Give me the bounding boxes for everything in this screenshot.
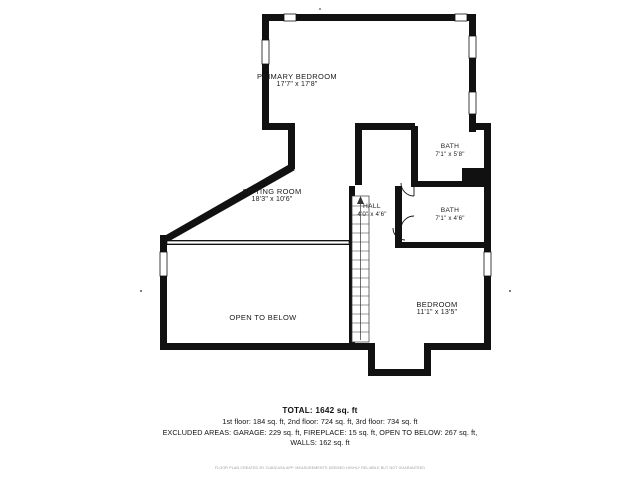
- room-dimensions: 7'1" x 5'8": [435, 151, 465, 159]
- walls-area: WALLS: 162 sq. ft: [290, 438, 350, 447]
- room-dimensions: 17'7" x 17'8": [276, 81, 318, 89]
- room-name: BEDROOM: [416, 300, 458, 309]
- room-dimensions: 18'3" x 10'6": [251, 196, 293, 204]
- room-name: BATH: [440, 143, 460, 150]
- room-name: BATH: [440, 207, 460, 214]
- room-dimensions: 4'0" x 4'6": [357, 211, 387, 219]
- room-name: HALL: [363, 203, 381, 210]
- area-summary: [0, 406, 640, 449]
- room-dimensions: 11'1" x 13'5": [416, 309, 458, 317]
- floor-breakdown: 1st floor: 184 sq. ft, 2nd floor: 724 sq. ft, 3rd floor: 734 sq. ft: [222, 417, 418, 426]
- disclaimer-text: FLOOR PLAN CREATED BY CUBICASA APP. MEASUREMENTS DEEMED HIGHLY RELIABLE BUT NOT GUARANTEED: [214, 466, 426, 470]
- room-fills: [163, 18, 475, 238]
- room-name: OPEN TO BELOW: [229, 313, 297, 322]
- total-area: TOTAL: 1642 sq. ft: [282, 406, 358, 415]
- excluded-areas: EXCLUDED AREAS: GARAGE: 229 sq. ft, FIREPLACE: 15 sq. ft, OPEN TO BELOW: 267 sq. ft,: [162, 427, 478, 437]
- room-name: SITTING ROOM: [242, 187, 302, 196]
- staircase: [352, 196, 369, 342]
- room-dimensions: 7'1" x 4'6": [435, 215, 465, 223]
- room-name: PRIMARY BEDROOM: [257, 72, 337, 81]
- railing: [167, 241, 349, 244]
